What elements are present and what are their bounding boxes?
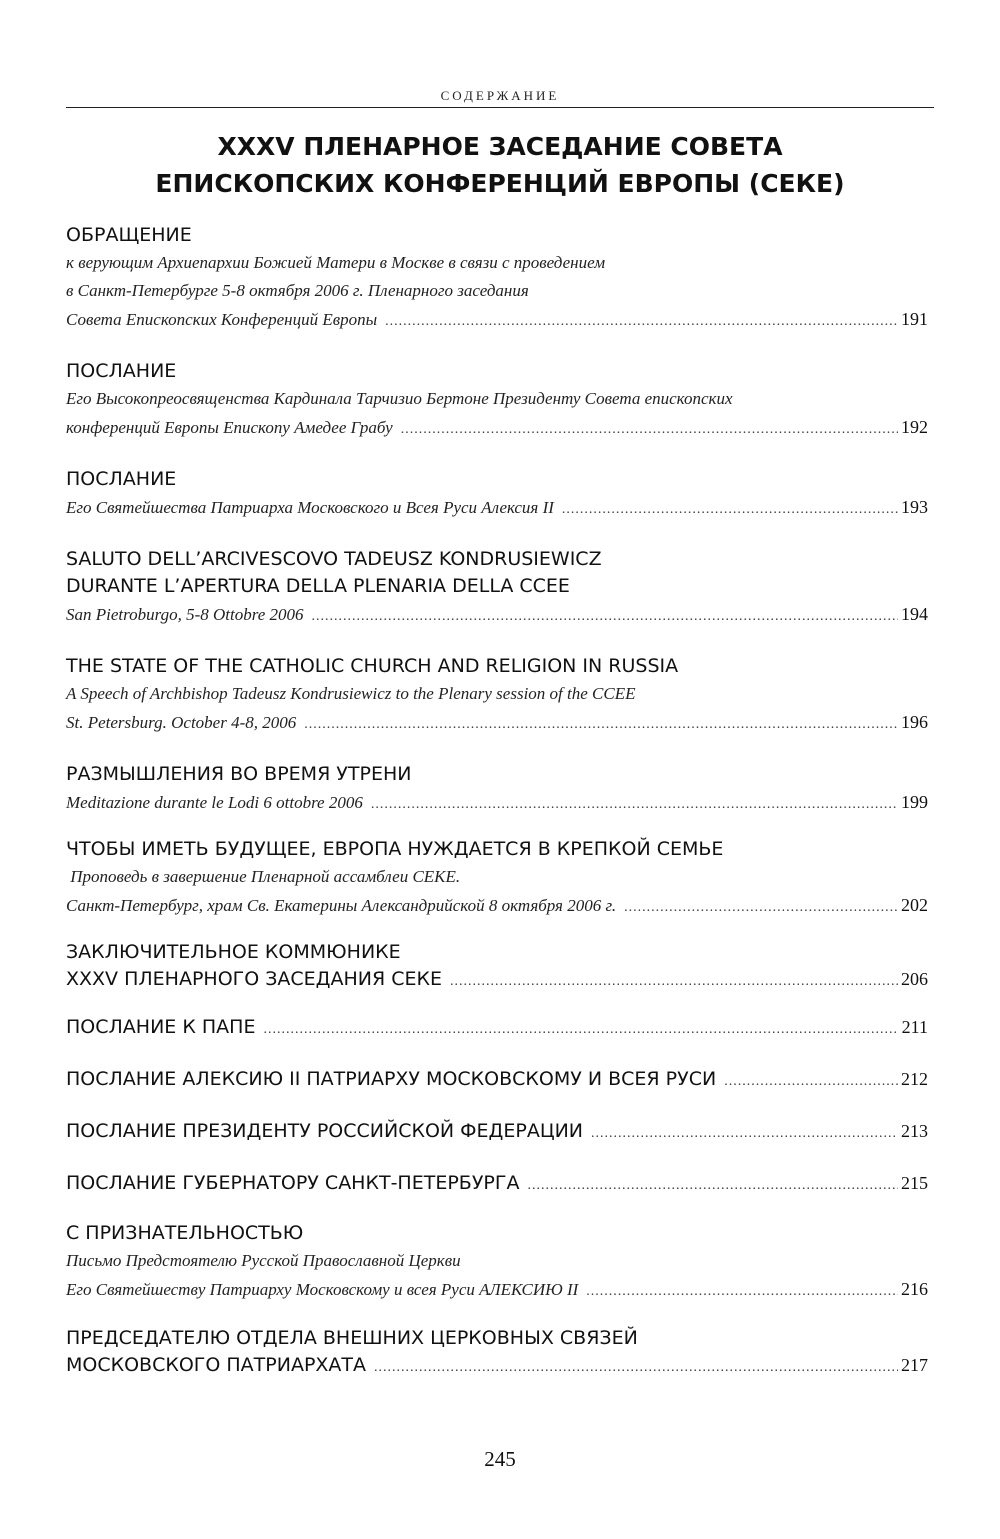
toc-entry-heading [66,1064,928,1097]
toc-entry-subtitle-text: Проповедь в завершение Пленарной ассамблеи СЕКЕ. [66,867,461,886]
toc-entry-subtitle-text: к верующим Архиепархии Божией Матери в Москве в связи с проведением [66,253,606,272]
toc-page-number: 212 [901,1069,928,1089]
toc-entry-subtitle-text: в Санкт-Петербурге 5-8 октября 2006 г. Пленарного заседания [66,281,529,300]
toc-page-number: 199 [901,792,928,812]
toc-entry-heading-text: ПОСЛАНИЕ ПРЕЗИДЕНТУ РОССИЙСКОЙ ФЕДЕРАЦИИ [66,1120,584,1142]
toc-entry-subtitle-text: конференций Европы Епископу Амедее Грабу [66,418,393,437]
toc-page-number: 191 [901,309,928,329]
toc-entry-heading [66,1220,928,1247]
toc-entry-subtitle-text: Его Святейшества Патриарха Московского и Всея Руси Алексия II [66,498,554,517]
dot-leader [586,1278,898,1306]
toc-entry-subtitle-text: A Speech of Archbishop Tadeusz Kondrusiewicz to the Plenary session of the CCEE [66,684,636,703]
toc-entry [66,546,928,631]
toc-entry-heading-text: ПОСЛАНИЕ [66,468,177,490]
toc-entry-subtitle [66,277,928,305]
title-line-1: XXXV ПЛЕНАРНОЕ ЗАСЕДАНИЕ СОВЕТА [217,132,783,161]
toc-entry [66,1064,928,1097]
toc-entry-heading [66,1325,928,1352]
toc-entry-subtitle [66,305,928,336]
toc-entry [66,1325,928,1381]
dot-leader [374,1354,898,1381]
title-line-2: ЕПИСКОПСКИХ КОНФЕРЕНЦИЙ ЕВРОПЫ (СЕКЕ) [155,169,845,198]
toc-entry-subtitle [66,1247,928,1275]
toc-entry-heading-text: XXXV ПЛЕНАРНОГО ЗАСЕДАНИЯ СЕКЕ [66,968,443,990]
toc-entry-heading-text: С ПРИЗНАТЕЛЬНОСТЬЮ [66,1222,304,1244]
dot-leader [312,603,898,631]
toc-entry-heading [66,466,928,493]
toc-entry [66,836,928,922]
toc-page-number: 206 [901,969,928,989]
toc-entry-heading [66,761,928,788]
toc-entry [66,466,928,524]
toc-page-number: 215 [901,1173,928,1193]
toc-entry-subtitle [66,891,928,922]
toc-page-number: 192 [901,417,928,437]
toc-entry-heading [66,653,928,680]
toc-entry-subtitle [66,708,928,739]
dot-leader [450,968,898,995]
toc-entry-subtitle-text: Его Высокопреосвященства Кардинала Тарчизио Бертоне Президенту Совета епископских [66,389,733,408]
toc-entry-subtitle [66,413,928,444]
toc-entry-subtitle-text: St. Petersburg. October 4-8, 2006 [66,713,297,732]
toc-entry-heading-text: ПОСЛАНИЕ ГУБЕРНАТОРУ САНКТ-ПЕТЕРБУРГА [66,1172,520,1194]
header-rule [66,107,934,108]
toc-entry-subtitle [66,385,928,413]
page-title [66,128,934,202]
dot-leader [263,1015,898,1045]
toc-entry [66,761,928,819]
toc-page-number: 194 [901,604,928,624]
toc-entry [66,222,928,336]
toc-entry-subtitle-text: Санкт-Петербург, храм Св. Екатерины Александрийской 8 октября 2006 г. [66,896,617,915]
dot-leader [385,308,898,336]
toc-entry-heading [66,573,928,600]
toc-entry-heading-text: SALUTO DELL’ARCIVESCOVO TADEUSZ KONDRUSIEWICZ [66,548,602,570]
toc-entry-subtitle [66,493,928,524]
toc-page-number: 193 [901,497,928,517]
toc-entry-subtitle-text: San Pietroburgo, 5-8 Ottobre 2006 [66,605,304,624]
toc-entry-heading [66,358,928,385]
toc-entry-heading-text: DURANTE L’APERTURA DELLA PLENARIA DELLA CCEE [66,575,570,597]
toc-entry-subtitle-text: Письмо Предстоятелю Русской Православной Церкви [66,1251,461,1270]
toc-page-number: 196 [901,712,928,732]
toc-entry-subtitle [66,1275,928,1306]
toc-page-number: 213 [901,1121,928,1141]
toc-entry-heading-text: РАЗМЫШЛЕНИЯ ВО ВРЕМЯ УТРЕНИ [66,763,412,785]
dot-leader [624,894,898,922]
toc-entry-subtitle-text: Совета Епископских Конференций Европы [66,310,378,329]
toc-entry-subtitle [66,863,928,891]
dot-leader [724,1067,898,1097]
toc-page-number: 202 [901,895,928,915]
dot-leader [401,416,898,444]
toc-entry-heading [66,966,928,995]
toc-entry-subtitle-text: Его Святейшеству Патриарху Московскому и всея Руси АЛЕКСИЮ II [66,1280,579,1299]
toc-entry-subtitle [66,600,928,631]
toc-entry [66,1012,928,1045]
table-of-contents [66,222,928,1381]
toc-page-number: 211 [901,1017,928,1037]
toc-entry-heading [66,222,928,249]
toc-entry [66,358,928,444]
toc-entry-subtitle-text: Meditazione durante le Lodi 6 ottobre 2006 [66,793,363,812]
toc-entry-subtitle [66,788,928,819]
toc-entry-heading-text: ПОСЛАНИЕ [66,360,177,382]
toc-entry [66,1168,928,1201]
dot-leader [591,1119,898,1149]
running-head: СОДЕРЖАНИЕ [440,88,560,103]
toc-entry-heading [66,836,928,863]
toc-entry-heading-text: ЧТОБЫ ИМЕТЬ БУДУЩЕЕ, ЕВРОПА НУЖДАЕТСЯ В КРЕПКОЙ СЕМЬЕ [66,838,724,860]
toc-entry-subtitle [66,680,928,708]
toc-entry-heading [66,1168,928,1201]
toc-page-number: 216 [901,1279,928,1299]
toc-entry [66,1116,928,1149]
dot-leader [304,711,898,739]
toc-entry-heading-text: ОБРАЩЕНИЕ [66,224,192,246]
toc-entry-heading [66,1012,928,1045]
toc-entry-heading-text: ПОСЛАНИЕ К ПАПЕ [66,1016,256,1038]
toc-entry-heading-text: ПРЕДСЕДАТЕЛЮ ОТДЕЛА ВНЕШНИХ ЦЕРКОВНЫХ СВЯЗЕЙ [66,1327,638,1349]
toc-entry-heading-text: МОСКОВСКОГО ПАТРИАРХАТА [66,1354,367,1376]
toc-entry-heading [66,939,928,966]
toc-entry-heading [66,546,928,573]
toc-entry [66,939,928,995]
dot-leader [527,1171,898,1201]
toc-entry [66,1220,928,1306]
toc-entry-heading [66,1116,928,1149]
toc-entry-heading-text: ПОСЛАНИЕ АЛЕКСИЮ II ПАТРИАРХУ МОСКОВСКОМУ И ВСЕЯ РУСИ [66,1068,717,1090]
toc-page-number: 217 [901,1355,928,1375]
toc-entry-subtitle [66,249,928,277]
toc-entry [66,653,928,739]
toc-entry-heading [66,1352,928,1381]
dot-leader [562,496,898,524]
toc-entry-heading-text: ЗАКЛЮЧИТЕЛЬНОЕ КОММЮНИКЕ [66,941,401,963]
toc-entry-heading-text: THE STATE OF THE CATHOLIC CHURCH AND RELIGION IN RUSSIA [66,655,679,677]
dot-leader [371,791,898,819]
page-number: 245 [484,1447,516,1471]
